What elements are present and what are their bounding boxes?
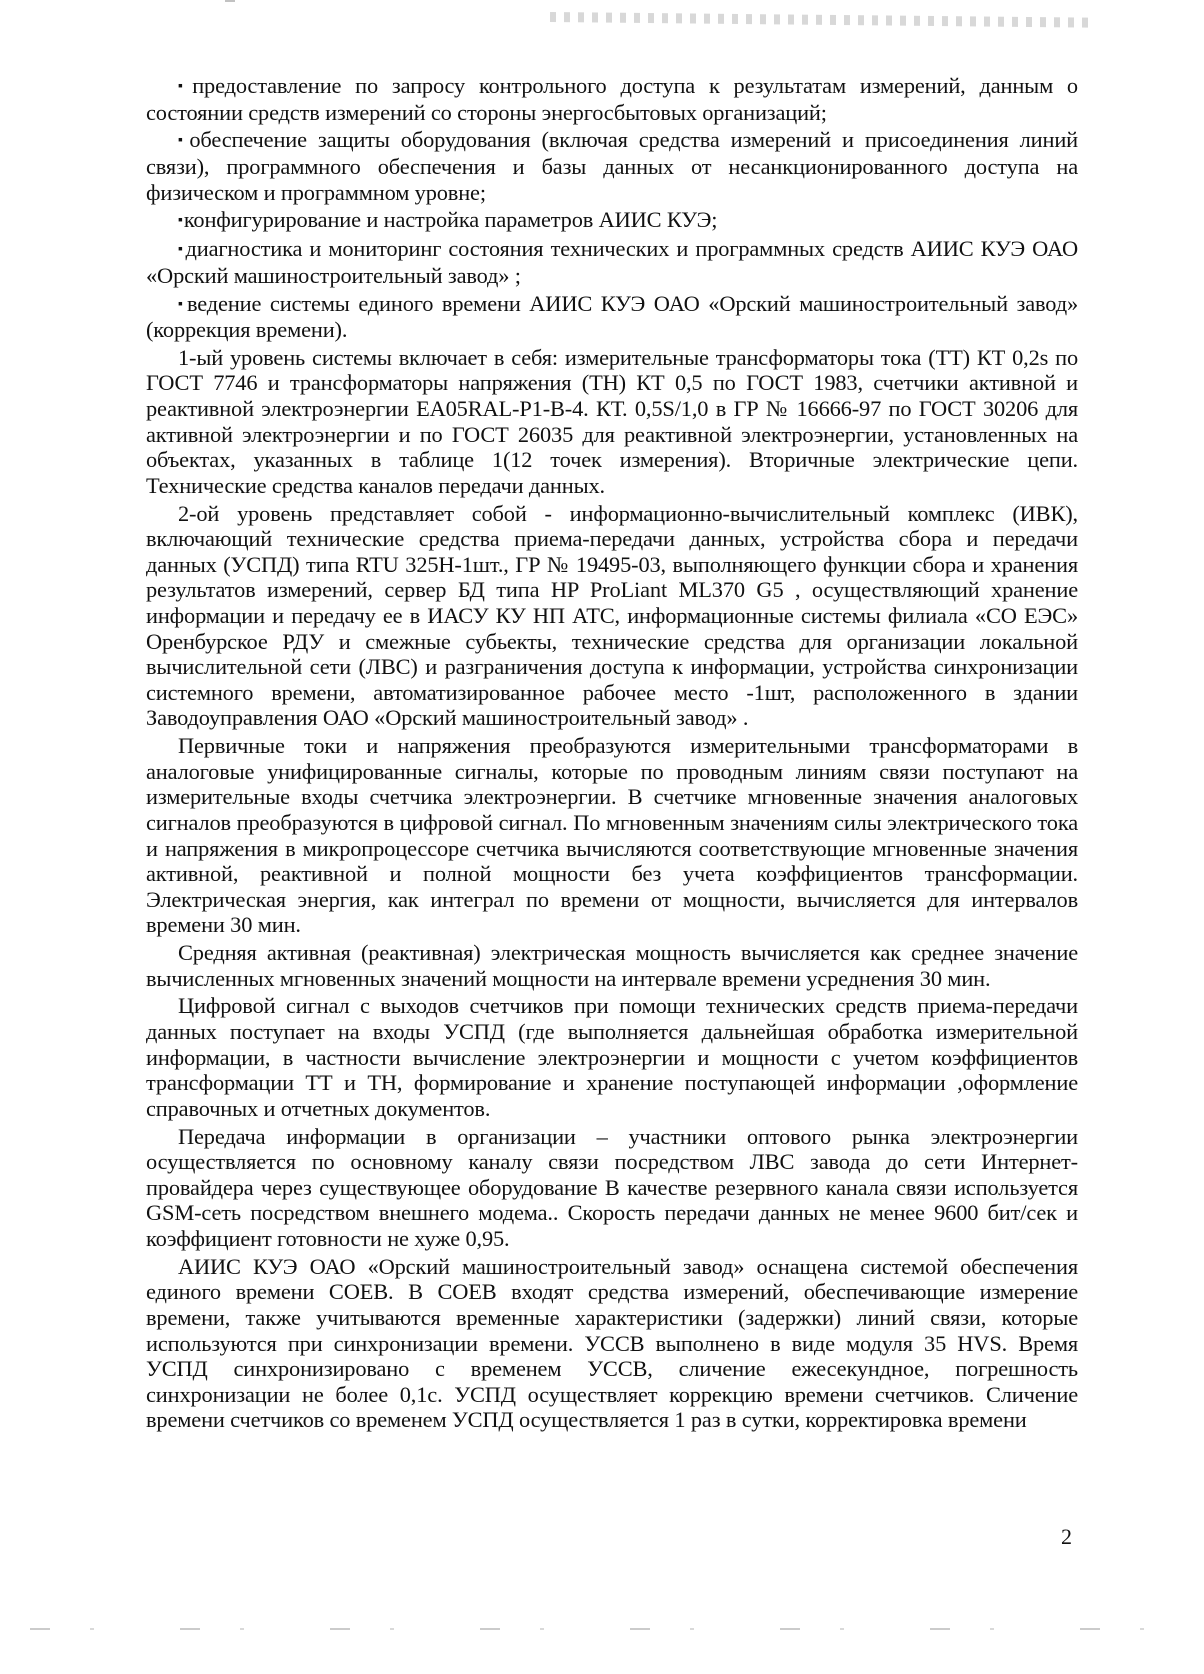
bullet-item-protection: [146, 127, 1078, 205]
bullet-item-time-system: [146, 291, 1078, 343]
bullet-icon: ▪: [178, 296, 187, 312]
paragraph-level-2: 2-ой уровень представляет собой - информационно-вычислительный комплекс (ИВК), включающий технические средства приема-передачи данных, устройства сбора и передачи данных (УСПД) типа RTU 325H-1шт., ГР № 19495-03, выполняющего функции сбора и хранения результатов измерений, сервер БД типа HP ProLiant ML370 G5 , осуществляющий хранение информации и передачу ее в ИАСУ КУ НП АТС, информационные системы филиала «СО ЕЭС» Оренбурское РДУ и смежные субьекты, технические средства для организации локальной вычислительной сети (ЛВС) и разграничения доступа к информации, устройства синхронизации системного времени, автоматизированное рабочее место -1шт, расположенного в здании Заводоуправления ОАО «Орский машиностроительный завод» .: [146, 500, 1078, 731]
bullet-icon: ▪: [178, 213, 183, 229]
bullet-icon: ▪: [178, 133, 189, 149]
scan-artifact-bottom: [30, 1628, 1170, 1630]
scan-artifact-top: [550, 12, 1090, 28]
bullet-icon: ▪: [178, 242, 185, 258]
page-number: 2: [1061, 1524, 1072, 1549]
paragraph-text: обеспечение защиты оборудования (включая средства измерений и присоединения линий связи), программного обеспечения и базы данных от несанкционированного доступа на физическом и программном уровне;: [146, 127, 1078, 205]
paragraph-text: ведение системы единого времени АИИС КУЭ ОАО «Орский машиностроительный завод» (коррекция времени).: [146, 290, 1078, 343]
paragraph-digital-signal: Цифровой сигнал с выходов счетчиков при помощи технических средств приема-передачи данных поступает на входы УСПД (где выполняется дальнейшая обработка измерительной информации, в частности вычисление электроэнергии и мощности с учетом коэффициентов трансформации ТТ и ТН, формирование и хранение поступающей информации ,оформление справочных и отчетных документов.: [146, 993, 1078, 1121]
document-body: [146, 73, 1078, 1435]
bullet-icon: ▪: [178, 79, 192, 94]
paragraph-primary-currents: Первичные токи и напряжения преобразуются измерительными трансформаторами в аналоговые унифицированные сигналы, которые по проводным линиям связи поступают на измерительные входы счетчика электроэнергии. В счетчике мгновенные значения аналоговых сигналов преобразуются в цифровой сигнал. По мгновенным значениям силы электрического тока и напряжения в микропроцессоре счетчика вычисляются соответствующие мгновенные значения активной, реактивной и полной мощности без учета коэффициентов трансформации. Электрическая энергия, как интеграл по времени от мощности, вычисляется для интервалов времени 30 мин.: [146, 733, 1078, 938]
paragraph-data-transfer: Передача информации в организации – участники оптового рынка электроэнергии осуществляется по основному каналу связи посредством ЛВС завода до сети Интернет-провайдера через существующее оборудование В качестве резервного канала связи используется GSM-сеть посредством внешнего модема.. Скорость передачи данных не менее 9600 бит/сек и коэффициент готовности не хуже 0,95.: [146, 1123, 1078, 1251]
paragraph-text: диагностика и мониторинг состояния технических и программных средств АИИС КУЭ ОАО «Орский машиностроительный завод» ;: [146, 236, 1078, 288]
bullet-item-control-access: [146, 73, 1078, 125]
scan-artifact-top-left: [225, 0, 235, 2]
paragraph-text: предоставление по запросу контрольного доступа к результатам измерений, данным о состоянии средств измерений со стороны энергосбытовых организаций;: [146, 73, 1078, 125]
paragraph-time-sync: АИИС КУЭ ОАО «Орский машиностроительный завод» оснащена системой обеспечения единого времени СОЕВ. В СОЕВ входят средства измерений, обеспечивающие измерение времени, также учитываются временные характеристики (задержки) линий связи, которые используются при синхронизации времени. УССВ выполнено в виде модуля 35 HVS. Время УСПД синхронизировано с временем УССВ, сличение ежесекундное, погрешность синхронизации не более 0,1с. УСПД осуществляет коррекцию времени счетчиков. Сличение времени счетчиков со временем УСПД осуществляется 1 раз в сутки, корректировка времени: [146, 1253, 1078, 1433]
bullet-item-configuration: [146, 207, 1078, 234]
paragraph-average-power: Средняя активная (реактивная) электрическая мощность вычисляется как среднее значение вычисленных мгновенных значений мощности на интервале времени усреднения 30 мин.: [146, 940, 1078, 991]
bullet-item-diagnostics: [146, 236, 1078, 288]
paragraph-text: конфигурирование и настройка параметров АИИС КУЭ;: [183, 207, 718, 233]
paragraph-level-1: 1-ый уровень системы включает в себя: измерительные трансформаторы тока (ТТ) КТ 0,2s по ГОСТ 7746 и трансформаторы напряжения (ТН) КТ 0,5 по ГОСТ 1983, счетчики активной и реактивной электроэнергии EA05RAL-P1-B-4. КТ. 0,5S/1,0 в ГР № 16666-97 по ГОСТ 30206 для активной электроэнергии и по ГОСТ 26035 для реактивной электроэнергии, установленных на объектах, указанных в таблице 1(12 точек измерения). Вторичные электрические цепи. Технические средства каналов передачи данных.: [146, 344, 1078, 498]
